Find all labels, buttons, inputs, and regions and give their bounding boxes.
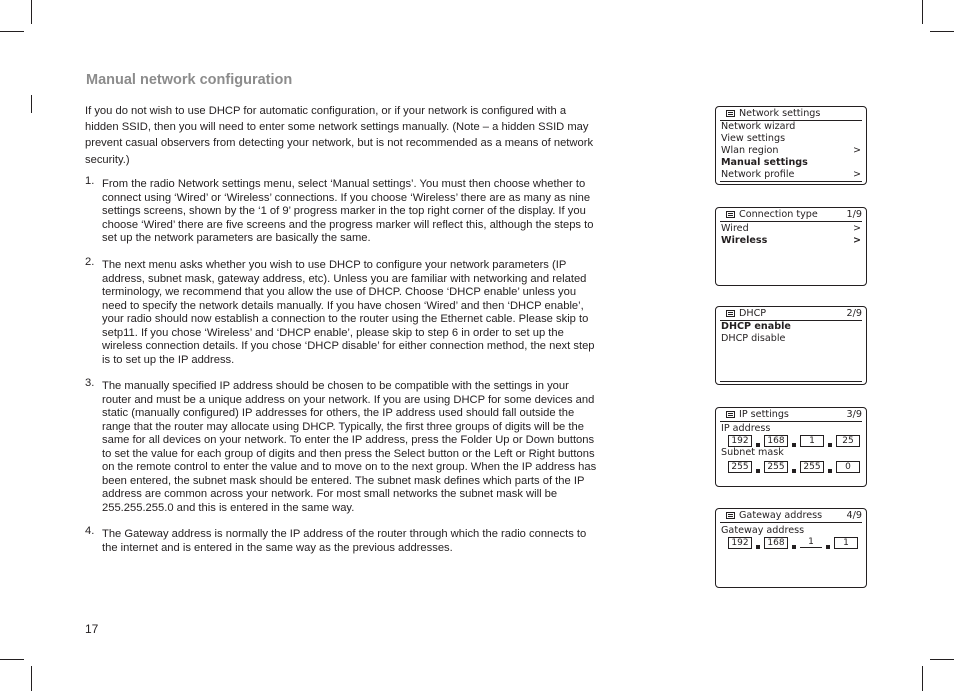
screen-title-bar [726, 208, 862, 221]
step-number: 1. [85, 175, 95, 187]
crop-mark [31, 0, 32, 24]
crop-mark [922, 666, 923, 691]
screen-ip-settings [715, 407, 867, 487]
menu-item-label: DHCP enable [721, 321, 791, 332]
screen-title: Network settings [739, 108, 821, 119]
step-text: The next menu asks whether you wish to use DHCP to configure your network parameters (IP address, subnet mask, gateway address, etc). Unless you are familiar with networking and related terminology, we recommend that you allow the use of DHCP. Choose ‘DHCP enable’ unless you need to specify the network details manually. If you have chosen ‘Wired’ and then ‘DHCP enable’, your radio should now establish a connection to the router using the Ethernet cable. Please skip to setp11. If you chose ‘Wireless’ and ‘DHCP enable’, please skip to step 6 in order to set up the wireless connection details. If you chose ‘DHCP disable’ for either connection method, the next step is to set up the IP address. [102, 259, 595, 366]
menu-item[interactable] [721, 223, 861, 235]
digit-group[interactable]: 255 [800, 461, 824, 473]
separator-dot [756, 469, 760, 473]
menu-item-label: Manual settings [721, 157, 808, 168]
menu-item-label: Wlan region [721, 145, 779, 156]
step-text: The manually specified IP address should be chosen to be compatible with the settings in your router and must be a unique address on your network. If you are using DHCP for some devices and static (manually configured) IP addresses for others, the IP address used should fall outside the range that the router may allocate using DHCP. Typically, the first three groups of digits will be the same for all devices on your network. To enter the IP address, press the Folder Up or Down buttons to set the value for each group of digits and then press the Select button or the Left or Right buttons on the remote control to enter the value and to move on to the next group. When the IP address has been entered, the subnet mask should be entered. The subnet mask defines which parts of the IP address are common across your network. For most small networks the subnet mask will be 255.255.255.0 and this is entered in the same way. [102, 380, 597, 514]
menu-item[interactable] [721, 145, 861, 157]
menu-icon [726, 110, 735, 117]
screen-title-bar [726, 107, 862, 120]
intro-paragraph: If you do not wish to use DHCP for automatic configuration, or if your network is configured with a hidden SSID, then you will need to enter some network settings manually. (Note – a hidden SSID may prevent casual observers from detecting your network, but is not recommended as a means of network security.) [85, 105, 594, 166]
chevron-right-icon: > [852, 235, 861, 246]
menu-item-selected[interactable] [721, 157, 861, 169]
chevron-right-icon: > [852, 145, 861, 156]
digit-group[interactable]: 1 [834, 537, 858, 549]
menu-item[interactable] [721, 121, 861, 133]
menu-icon [726, 411, 735, 418]
digit-group[interactable]: 255 [764, 461, 788, 473]
step-number: 2. [85, 256, 95, 268]
menu-icon [726, 512, 735, 519]
step-text: From the radio Network settings menu, select ‘Manual settings’. You must then choose whether to connect using ‘Wired’ or ‘Wireless’ connections. If you choose ‘Wireless’ there are as many as nine settings screens, shown by the ‘1 of 9’ progress marker in the top right corner of the display. If you choose ‘Wired’ there are five screens and the progress marker will reflect this, although the steps to set up the network parameters are basically the same. [102, 178, 594, 244]
step-2 [85, 256, 597, 367]
digit-group-active[interactable]: 1 [800, 537, 822, 548]
menu-item-label: Wired [721, 223, 749, 234]
step-1 [85, 175, 597, 246]
bottom-divider [720, 181, 862, 182]
progress-marker: 4/9 [846, 510, 862, 521]
screen-title: Connection type [739, 209, 818, 220]
separator-dot [756, 545, 760, 549]
screen-title: IP settings [739, 409, 789, 420]
field-label [721, 525, 861, 537]
menu-item-selected[interactable] [721, 321, 861, 333]
screen-title-bar [726, 509, 862, 522]
menu-item-label: DHCP disable [721, 333, 786, 344]
digit-group[interactable]: 192 [728, 537, 752, 549]
digit-group[interactable]: 0 [836, 461, 860, 473]
screen-gateway-address [715, 508, 867, 588]
chevron-right-icon: > [852, 223, 861, 234]
menu-item-label: Network profile [721, 169, 795, 180]
crop-mark [31, 95, 32, 113]
crop-mark [0, 659, 24, 660]
separator-dot [792, 545, 796, 549]
menu-item-label: Network wizard [721, 121, 796, 132]
menu-icon [726, 310, 735, 317]
title-divider [720, 421, 862, 422]
page-number: 17 [85, 622, 99, 636]
gateway-address-label: Gateway address [721, 525, 805, 536]
digit-group[interactable]: 25 [836, 435, 860, 447]
field-label [721, 423, 861, 435]
ip-address-field[interactable] [728, 435, 860, 446]
menu-item-selected[interactable] [721, 235, 861, 247]
crop-mark [930, 659, 954, 660]
screen-title: DHCP [739, 308, 767, 319]
subnet-mask-label: Subnet mask [721, 447, 784, 458]
crop-mark [922, 0, 923, 24]
menu-item-label: Wireless [721, 235, 768, 246]
bottom-divider [720, 381, 862, 382]
separator-dot [826, 545, 830, 549]
menu-icon [726, 211, 735, 218]
digit-group[interactable]: 1 [800, 435, 824, 447]
progress-marker: 1/9 [846, 209, 862, 220]
screen-connection-type [715, 207, 867, 286]
digit-group[interactable]: 168 [764, 537, 788, 549]
menu-item[interactable] [721, 169, 861, 181]
menu-item-label: View settings [721, 133, 786, 144]
subnet-mask-field[interactable] [728, 461, 860, 472]
screen-title-bar [726, 307, 862, 320]
crop-mark [31, 666, 32, 691]
step-number: 4. [85, 525, 95, 537]
screen-title: Gateway address [739, 510, 823, 521]
step-4 [85, 525, 597, 555]
step-number: 3. [85, 377, 95, 389]
menu-item[interactable] [721, 333, 861, 345]
digit-group[interactable]: 168 [764, 435, 788, 447]
ip-address-label: IP address [721, 423, 771, 434]
chevron-right-icon: > [852, 169, 861, 180]
progress-marker: 3/9 [846, 409, 862, 420]
screen-title-bar [726, 408, 862, 421]
page-heading: Manual network configuration [86, 72, 293, 88]
crop-mark [930, 31, 954, 32]
step-3 [85, 377, 597, 515]
title-divider [720, 522, 862, 523]
separator-dot [792, 469, 796, 473]
digit-group[interactable]: 192 [728, 435, 752, 447]
progress-marker: 2/9 [846, 308, 862, 319]
title-divider [720, 221, 862, 222]
crop-mark [0, 31, 24, 32]
field-label [721, 447, 861, 459]
step-text: The Gateway address is normally the IP address of the router through which the radio connects to the internet and is entered in the same way as the previous addresses. [102, 528, 587, 554]
screen-dhcp [715, 306, 867, 385]
menu-item[interactable] [721, 133, 861, 145]
separator-dot [828, 469, 832, 473]
screen-network-settings [715, 106, 867, 185]
digit-group[interactable]: 255 [728, 461, 752, 473]
gateway-address-field[interactable] [728, 537, 858, 548]
